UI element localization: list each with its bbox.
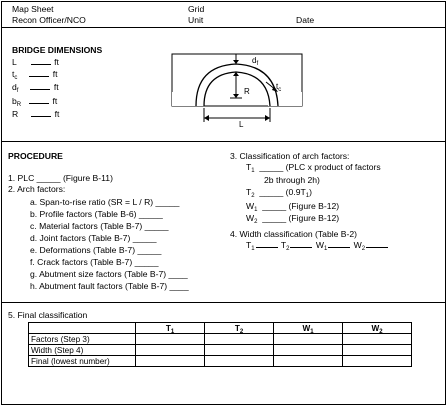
width-t1-field[interactable]	[256, 247, 278, 248]
width-w2-field[interactable]	[366, 247, 388, 248]
w2-row: $W_2$ _____ (Figure B-12)	[246, 213, 340, 225]
section-divider-2	[1, 302, 445, 303]
dimension-field[interactable]	[31, 116, 51, 117]
arch-bridge-diagram	[170, 52, 305, 137]
table-cell[interactable]	[136, 345, 205, 356]
date-label: Date	[296, 15, 315, 25]
row-label: Factors (Step 3)	[29, 334, 136, 345]
table-cell[interactable]	[343, 356, 412, 367]
step-4: 4. Width classification (Table B-2)	[230, 229, 358, 239]
width-t2-field[interactable]	[290, 247, 312, 248]
table-cell[interactable]	[274, 345, 343, 356]
dimension-row-l: L ft	[12, 57, 59, 67]
diagram-label-tc: $t_c$	[276, 82, 282, 93]
arch-factor-e: e. Deformations (Table B-7) _____	[30, 245, 162, 255]
col-header-w2: $W_2$	[343, 323, 412, 334]
final-classification-title: 5. Final classification	[8, 310, 88, 320]
step-1: 1. PLC _____ (Figure B-11)	[8, 173, 113, 183]
arch-factor-h: h. Abutment fault factors (Table B-7) ____	[30, 281, 189, 291]
table-cell[interactable]	[274, 334, 343, 345]
dimension-field[interactable]	[29, 103, 49, 104]
bridge-dimensions-title: BRIDGE DIMENSIONS	[12, 45, 103, 55]
arch-factor-c: c. Material factors (Table B-7) _____	[30, 221, 169, 231]
unit-label: Unit	[188, 15, 204, 25]
final-classification-table	[28, 322, 412, 367]
table-cell[interactable]	[136, 334, 205, 345]
arch-factor-d: d. Joint factors (Table B-7) _____	[30, 233, 157, 243]
diagram-label-r: R	[244, 87, 250, 96]
recon-officer-label: Recon Officer/NCO	[12, 15, 86, 25]
dimension-field[interactable]	[29, 76, 49, 77]
table-cell[interactable]	[205, 334, 274, 345]
row-label: Width (Step 4)	[29, 345, 136, 356]
header-divider	[1, 27, 445, 28]
dimension-row-br: $b_R$ ft	[12, 96, 58, 108]
table-cell[interactable]	[205, 356, 274, 367]
dimension-row-r: R ft	[12, 109, 60, 119]
arch-factor-f: f. Crack factors (Table B-7) _____	[30, 257, 159, 267]
dimension-field[interactable]	[31, 64, 51, 65]
table-cell[interactable]	[136, 356, 205, 367]
width-w1-field[interactable]	[328, 247, 350, 248]
grid-label: Grid	[188, 4, 205, 14]
diagram-label-df: $d_f$	[252, 56, 259, 67]
table-cell[interactable]	[343, 334, 412, 345]
table-cell[interactable]	[274, 356, 343, 367]
width-classification-row: $T_1$ $T_2$ $W_1$ $W_2$	[246, 240, 389, 250]
table-cell[interactable]	[205, 345, 274, 356]
t1-row: $T_1$ _____ (PLC x product of factors	[246, 162, 381, 174]
arch-factor-b: b. Profile factors (Table B-6) _____	[30, 209, 163, 219]
row-label: Final (lowest number)	[29, 356, 136, 367]
map-sheet-label: Map Sheet	[12, 4, 54, 14]
col-header-w1: $W_1$	[274, 323, 343, 334]
arch-factor-a: a. Span-to-rise ratio (SR = L / R) _____	[30, 197, 180, 207]
arch-factor-g: g. Abutment size factors (Table B-7) ____	[30, 269, 188, 279]
procedure-title: PROCEDURE	[8, 151, 63, 161]
table-cell[interactable]	[343, 345, 412, 356]
table-row	[29, 345, 412, 356]
col-header-t1: $T_1$	[136, 323, 205, 334]
section-divider	[1, 141, 445, 142]
w1-row: $W_1$ _____ (Figure B-12)	[246, 201, 340, 213]
dimension-row-df: $d_f$ ft	[12, 82, 59, 94]
table-row	[29, 356, 412, 367]
table-row	[29, 334, 412, 345]
col-header-t2: $T_2$	[205, 323, 274, 334]
t2-row: $T_2$ _____ $(0.9T_1)$	[246, 187, 312, 199]
dimension-field[interactable]	[30, 89, 50, 90]
step-2: 2. Arch factors:	[8, 184, 66, 194]
step-3: 3. Classification of arch factors:	[230, 151, 350, 161]
t1-continuation: 2b through 2h)	[264, 175, 320, 185]
dimension-row-tc: $t_c$ ft	[12, 69, 58, 81]
diagram-label-l: L	[239, 120, 244, 129]
